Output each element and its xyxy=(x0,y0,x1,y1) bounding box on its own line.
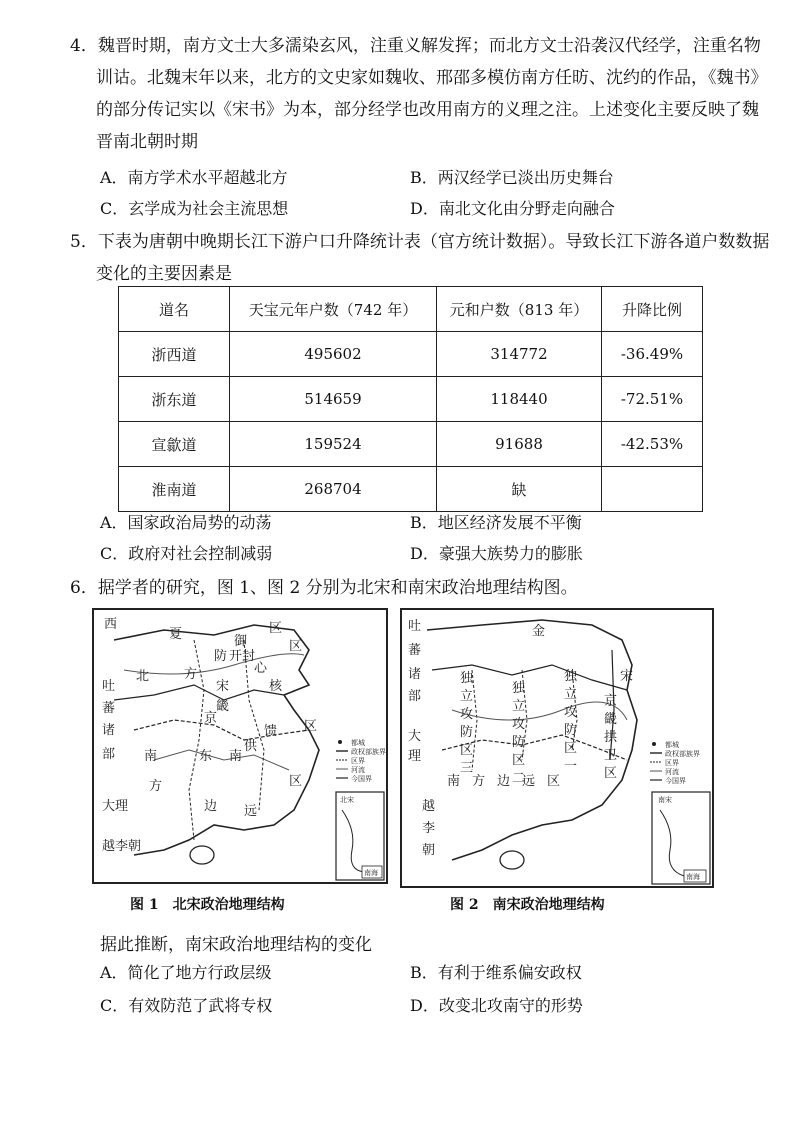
legend-item: 河流 xyxy=(351,766,365,774)
map-label: 攻 xyxy=(564,705,578,720)
map-label: 拱 xyxy=(604,730,618,745)
q5-option-c[interactable]: C．政府对社会控制减弱 xyxy=(100,544,273,563)
map-label: 蕃 xyxy=(102,701,116,716)
legend-item: 河流 xyxy=(665,768,679,776)
q6-after-text: 据此推断，南宋政治地理结构的变化 xyxy=(100,935,372,955)
map-label: 三 xyxy=(460,761,474,776)
table-cell: 浙东道 xyxy=(119,377,230,422)
q5-line-2: 变化的主要因素是 xyxy=(96,264,232,284)
q4-line-3: 的部分传记实以《宋书》为本，部分经学也改用南方的义理之注。上述变化主要反映了魏 xyxy=(96,100,759,120)
figure-2-caption: 图 2 南宋政治地理结构 xyxy=(450,897,605,913)
household-table xyxy=(118,286,703,512)
map-label: 金 xyxy=(532,624,546,639)
map-label: 御 xyxy=(234,634,248,649)
q4-option-d[interactable]: D．南北文化由分野走向融合 xyxy=(410,199,615,218)
legend-item: 区界 xyxy=(351,757,365,765)
map-label: 南 xyxy=(144,749,158,764)
map-label: 独 xyxy=(460,671,474,686)
map-label: 李 xyxy=(422,821,436,836)
map-label: 核 xyxy=(269,679,283,694)
map-label: 区 xyxy=(512,753,526,768)
q4-option-a[interactable]: A．南方学术水平超越北方 xyxy=(100,168,288,187)
fig2-inset-title: 南宋 xyxy=(658,796,672,804)
map-label: 卫 xyxy=(604,748,618,763)
q6-option-d[interactable]: D．改变北攻南守的形势 xyxy=(410,996,583,1015)
map-label: 防 xyxy=(512,735,526,750)
question-4 xyxy=(70,30,768,158)
legend-item: 区界 xyxy=(665,759,679,767)
map-label: 宋 xyxy=(620,669,634,684)
table-cell: 268704 xyxy=(230,467,437,512)
table-cell xyxy=(602,467,703,512)
table-row xyxy=(119,377,703,422)
legend-item: 今国界 xyxy=(351,775,372,783)
q5-line-1: 5．下表为唐朝中晚期长江下游户口升降统计表（官方统计数据）。导致长江下游各道户数数据 xyxy=(70,232,770,252)
q4-line-1: 4．魏晋时期，南方文士大多濡染玄风，注重义解发挥；而北方文士沿袭汉代经学，注重名物 xyxy=(70,36,761,56)
map-label: 远 xyxy=(244,804,258,819)
map-label: 京 xyxy=(604,694,618,709)
map-label: 区 xyxy=(269,621,283,636)
map-label: 供 xyxy=(244,739,258,754)
q5-option-b[interactable]: B．地区经济发展不平衡 xyxy=(410,513,582,532)
map-label: 攻 xyxy=(460,707,474,722)
fig1-inset-sea: 南海 xyxy=(364,869,378,877)
map-label: 馈 xyxy=(264,724,278,739)
map-label: 一 xyxy=(564,759,578,774)
map-label: 吐 xyxy=(408,619,422,634)
map-label: 二 xyxy=(512,771,526,786)
map-label: 区 xyxy=(460,743,474,758)
map-label: 诸 xyxy=(102,723,116,738)
map-label: 区 xyxy=(547,774,561,789)
table-cell: 159524 xyxy=(230,422,437,467)
map-label: 攻 xyxy=(512,717,526,732)
fig1-inset-title: 北宋 xyxy=(340,796,354,804)
map-label: 南 xyxy=(229,749,243,764)
table-cell: 514659 xyxy=(230,377,437,422)
map-label: 大理 xyxy=(102,799,129,814)
map-label: 方 xyxy=(184,667,198,682)
figure-1-svg xyxy=(94,610,386,882)
map-label: 防 xyxy=(460,725,474,740)
map-label: 畿 xyxy=(604,712,618,727)
figure-1-map xyxy=(92,608,388,884)
q5-option-d[interactable]: D．豪强大族势力的膨胀 xyxy=(410,544,583,563)
map-label: 吐 xyxy=(102,679,116,694)
map-label: 立 xyxy=(564,687,578,702)
table-cell: 淮南道 xyxy=(119,467,230,512)
map-label: 越李朝 xyxy=(102,839,142,854)
table-cell: 91688 xyxy=(437,422,602,467)
table-header: 升降比例 xyxy=(602,287,703,332)
map-label: 立 xyxy=(512,699,526,714)
table-header: 元和户数（813 年） xyxy=(437,287,602,332)
table-header: 道名 xyxy=(119,287,230,332)
map-label: 畿 xyxy=(216,699,230,714)
table-cell: -36.49% xyxy=(602,332,703,377)
legend-item: 都城 xyxy=(665,741,679,749)
table-cell: 495602 xyxy=(230,332,437,377)
map-label: 部 xyxy=(408,689,422,704)
map-label: 区 xyxy=(564,741,578,756)
fig2-inset-sea: 南海 xyxy=(686,873,700,881)
map-label: 防 xyxy=(214,649,228,664)
map-label: 边 xyxy=(204,799,218,814)
table-cell: 314772 xyxy=(437,332,602,377)
figure-1-caption: 图 1 北宋政治地理结构 xyxy=(130,897,285,913)
table-row xyxy=(119,422,703,467)
table-cell: 宣歙道 xyxy=(119,422,230,467)
map-label: 边 xyxy=(497,774,511,789)
question-5 xyxy=(70,226,770,290)
map-label: 独 xyxy=(564,669,578,684)
map-label: 蕃 xyxy=(408,643,422,658)
map-label: 夏 xyxy=(169,627,183,642)
table-cell: 118440 xyxy=(437,377,602,422)
map-label: 区 xyxy=(604,766,618,781)
map-label: 远 xyxy=(522,774,536,789)
map-label: 东 xyxy=(199,749,213,764)
question-6 xyxy=(70,572,760,604)
table-cell: 浙西道 xyxy=(119,332,230,377)
map-label: 方 xyxy=(472,774,486,789)
table-cell: -72.51% xyxy=(602,377,703,422)
q4-line-4: 晋南北朝时期 xyxy=(96,132,198,152)
map-label: 理 xyxy=(408,749,422,764)
q4-option-b[interactable]: B．两汉经学已淡出历史舞台 xyxy=(410,168,614,187)
table-row xyxy=(119,467,703,512)
map-label: 区 xyxy=(304,719,318,734)
map-label: 南 xyxy=(447,774,461,789)
figure-2-svg xyxy=(402,610,712,886)
q6-option-c[interactable]: C．有效防范了武将专权 xyxy=(100,996,273,1015)
map-label: 方 xyxy=(149,779,163,794)
legend-item: 政权部族界 xyxy=(351,748,386,756)
map-label: 区 xyxy=(289,639,303,654)
map-label: 西 xyxy=(104,617,118,632)
table-header: 天宝元年户数（742 年） xyxy=(230,287,437,332)
table-row xyxy=(119,332,703,377)
q4-option-c[interactable]: C．玄学成为社会主流思想 xyxy=(100,199,289,218)
map-label: 大 xyxy=(408,729,422,744)
map-label: 防 xyxy=(564,723,578,738)
table-header-row xyxy=(119,287,703,332)
map-label: 立 xyxy=(460,689,474,704)
table-cell: 缺 xyxy=(437,467,602,512)
map-label: 部 xyxy=(102,747,116,762)
q6-option-a[interactable]: A．简化了地方行政层级 xyxy=(100,963,272,982)
map-label: 朝 xyxy=(422,843,436,858)
q6-line: 6．据学者的研究，图 1、图 2 分别为北宋和南宋政治地理结构图。 xyxy=(70,578,578,598)
table-cell: -42.53% xyxy=(602,422,703,467)
map-label: 区 xyxy=(289,774,303,789)
legend-item: 政权部族界 xyxy=(665,750,700,758)
map-label: 北 xyxy=(136,669,150,684)
figure-2-map xyxy=(400,608,714,888)
map-label: 开封 xyxy=(229,649,256,664)
map-label: 心 xyxy=(254,661,268,676)
legend-item: 都城 xyxy=(351,739,365,747)
map-label: 京 xyxy=(204,711,218,726)
q5-option-a[interactable]: A．国家政治局势的动荡 xyxy=(100,513,272,532)
q6-option-b[interactable]: B．有利于维系偏安政权 xyxy=(410,963,582,982)
q4-line-2: 训诂。北魏末年以来，北方的文史家如魏收、邢邵多模仿南方任昉、沈约的作品，《魏书》 xyxy=(96,68,768,88)
map-label: 宋 xyxy=(216,679,230,694)
map-label: 诸 xyxy=(408,667,422,682)
map-label: 越 xyxy=(422,799,436,814)
map-label: 独 xyxy=(512,681,526,696)
legend-item: 今国界 xyxy=(665,777,686,785)
